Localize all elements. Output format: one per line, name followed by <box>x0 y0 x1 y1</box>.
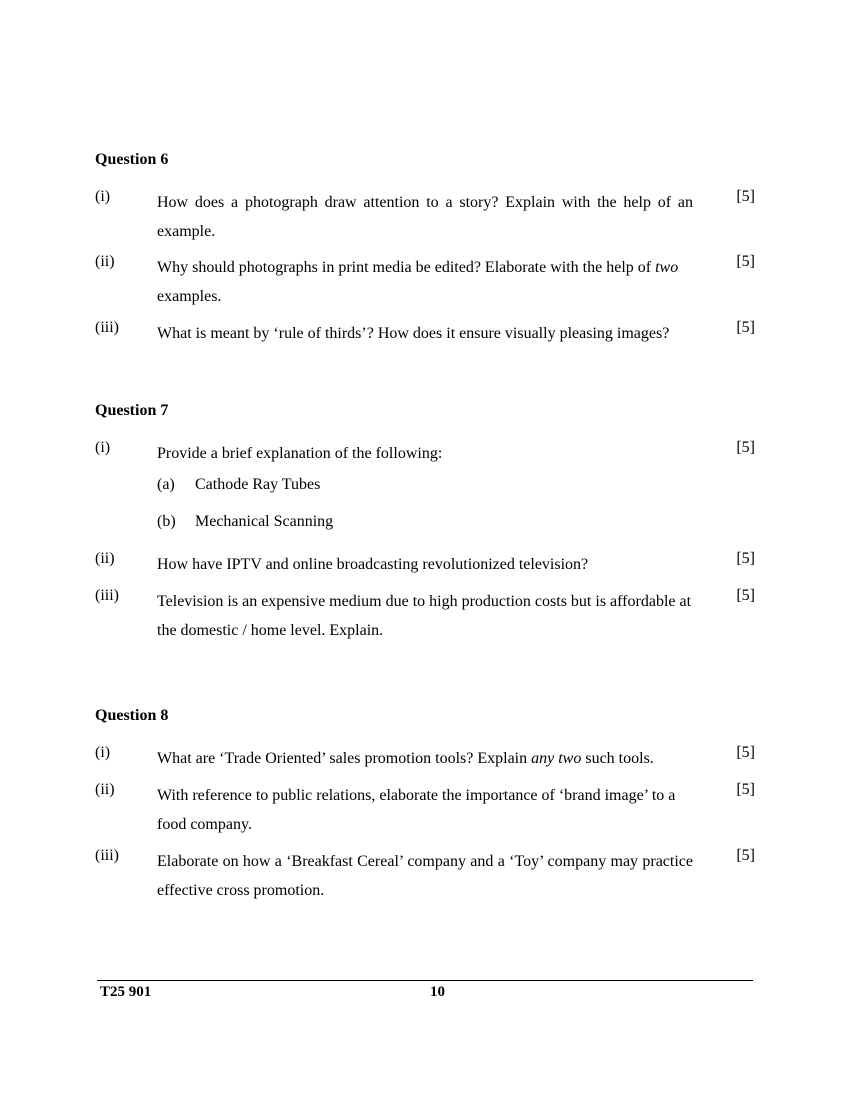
paper-code: T25 901 <box>100 984 152 1000</box>
marks: [5] <box>736 744 755 761</box>
part-number: (ii) <box>95 550 115 567</box>
text-after: examples. <box>157 288 222 305</box>
part-text: What is meant by ‘rule of thirds’? How does it ensure visually pleasing images? <box>157 325 670 342</box>
question-6-heading: Question 6 <box>95 151 169 168</box>
marks: [5] <box>736 550 755 567</box>
subitem-label: (a) <box>157 476 175 493</box>
part-text: Television is an expensive medium due to high production costs but is affordable at the domestic / home level. Explain. <box>157 593 692 639</box>
part-number: (iii) <box>95 847 119 864</box>
emphasis: any two <box>531 750 582 767</box>
part-text: With reference to public relations, elaborate the importance of ‘brand image’ to a food company. <box>157 787 676 833</box>
marks: [5] <box>736 781 755 798</box>
part-number: (i) <box>95 188 111 205</box>
subitem-text: Cathode Ray Tubes <box>195 476 321 493</box>
part-number: (iii) <box>95 587 119 604</box>
part-number: (i) <box>95 439 111 456</box>
subitem-label: (b) <box>157 513 176 530</box>
marks: [5] <box>736 587 755 604</box>
subitem-text: Mechanical Scanning <box>195 513 334 530</box>
question-7-heading: Question 7 <box>95 402 169 419</box>
page-number: 10 <box>430 984 445 1000</box>
footer-rule <box>97 980 753 981</box>
part-text <box>157 744 693 773</box>
marks: [5] <box>736 253 755 270</box>
text-before: What are ‘Trade Oriented’ sales promotion tools? Explain <box>157 750 532 767</box>
part-text: Provide a brief explanation of the following: <box>157 445 443 462</box>
marks: [5] <box>736 847 755 864</box>
part-text: Elaborate on how a ‘Breakfast Cereal’ company and a ‘Toy’ company may practice effective cross promotion. <box>157 853 693 899</box>
marks: [5] <box>736 439 755 456</box>
part-number: (i) <box>95 744 111 761</box>
part-number: (iii) <box>95 319 119 336</box>
part-number: (ii) <box>95 781 115 798</box>
part-text <box>157 253 693 311</box>
text-after: such tools. <box>581 750 654 767</box>
text-before: Why should photographs in print media be edited? Elaborate with the help of <box>157 259 656 276</box>
part-number: (ii) <box>95 253 115 270</box>
emphasis: two <box>655 259 679 276</box>
part-text: How does a photograph draw attention to a story? Explain with the help of an example. <box>157 194 693 240</box>
marks: [5] <box>736 319 755 336</box>
marks: [5] <box>736 188 755 205</box>
question-8-heading: Question 8 <box>95 707 169 724</box>
part-text: How have IPTV and online broadcasting revolutionized television? <box>157 556 589 573</box>
